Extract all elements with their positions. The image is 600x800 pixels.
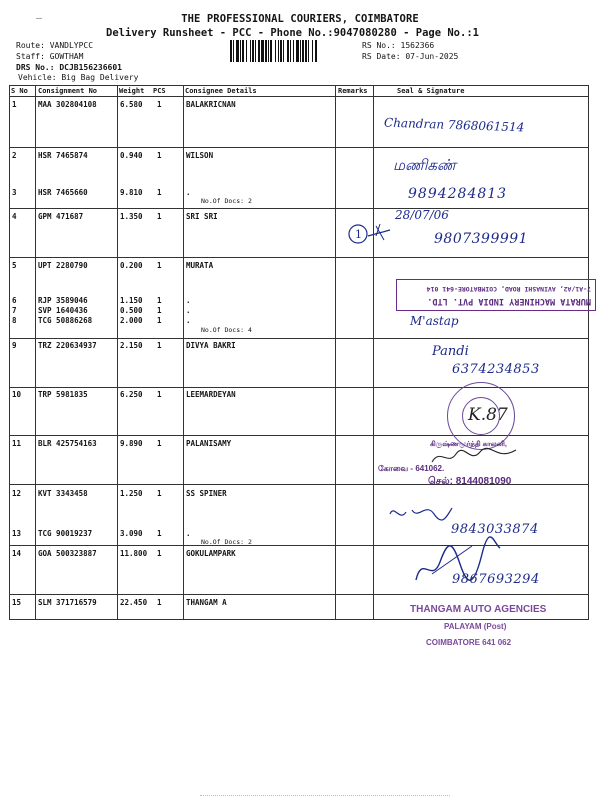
palanisamy-stamp-line1: கிருஷ்ணமூர்த்தி காலனி, bbox=[430, 441, 507, 448]
row-consignee: . bbox=[186, 296, 191, 305]
rs-no: RS No.: 1562366 bbox=[362, 41, 435, 50]
row-weight: 6.580 bbox=[120, 100, 143, 109]
row-consignment-no: TCG 50886268 bbox=[38, 316, 93, 325]
row-pcs: 1 bbox=[157, 439, 162, 448]
row-consignment-no: HSR 7465660 bbox=[38, 188, 88, 197]
row-consignment-no: BLR 425754163 bbox=[38, 439, 97, 448]
row-pcs: 1 bbox=[157, 316, 162, 325]
row-weight: 1.150 bbox=[120, 296, 143, 305]
company-title: THE PROFESSIONAL COURIERS, COIMBATORE bbox=[181, 13, 419, 25]
row-weight: 11.800 bbox=[120, 549, 148, 558]
palanisamy-stamp-phone: செல்: 8144081090 bbox=[428, 476, 512, 487]
row-weight: 1.350 bbox=[120, 212, 143, 221]
row-pcs: 1 bbox=[157, 489, 162, 498]
row-weight: 0.500 bbox=[120, 306, 143, 315]
row-weight: 0.200 bbox=[120, 261, 143, 270]
row-consignee: MURATA bbox=[186, 261, 214, 270]
col-header-consignee: Consignee Details bbox=[185, 87, 257, 95]
row-consignee: PALANISAMY bbox=[186, 439, 232, 448]
row-consignment-no: KVT 3343458 bbox=[38, 489, 88, 498]
col-header-pcs: PCS bbox=[153, 87, 166, 95]
row-sno: 11 bbox=[12, 439, 22, 448]
col-header-weight: Weight bbox=[119, 87, 145, 95]
row-consignee: WILSON bbox=[186, 151, 214, 160]
row-sno: 6 bbox=[12, 296, 17, 305]
row-consignment-no: SLM 371716579 bbox=[38, 598, 97, 607]
col-header-remarks: Remarks bbox=[338, 87, 368, 95]
row-docs-count: No.Of Docs: 2 bbox=[201, 538, 252, 546]
row-weight: 9.890 bbox=[120, 439, 143, 448]
svg-text:1: 1 bbox=[355, 228, 362, 241]
row-pcs: 1 bbox=[157, 296, 162, 305]
row-sno: 12 bbox=[12, 489, 22, 498]
runsheet-title: Delivery Runsheet - PCC - Phone No.:9047080280 - Page No.:1 bbox=[106, 27, 479, 39]
signature-row14-phone: 9867693294 bbox=[452, 572, 540, 587]
row-consignment-no: RJP 3589046 bbox=[38, 296, 88, 305]
row-pcs: 1 bbox=[157, 100, 162, 109]
signature-row12-phone: 9843033874 bbox=[451, 522, 539, 537]
row-pcs: 1 bbox=[157, 261, 162, 270]
signature-row9-phone: 6374234853 bbox=[452, 362, 540, 377]
row-consignee: GOKULAMPARK bbox=[186, 549, 236, 558]
vehicle: Vehicle: Big Bag Delivery bbox=[18, 73, 139, 82]
signature-row2-name: மணிகண் bbox=[393, 156, 457, 174]
row-consignee: LEEMARDEYAN bbox=[186, 390, 236, 399]
row-consignee: . bbox=[186, 316, 191, 325]
row-sno: 2 bbox=[12, 151, 17, 160]
row-pcs: 1 bbox=[157, 341, 162, 350]
palanisamy-signature bbox=[430, 446, 520, 468]
signature-row4-date: 28/07/06 bbox=[395, 208, 449, 222]
row-consignment-no: GPM 471687 bbox=[38, 212, 84, 221]
runsheet-table bbox=[9, 85, 589, 620]
row-sno: 15 bbox=[12, 598, 22, 607]
row-sno: 4 bbox=[12, 212, 17, 221]
row-consignee: SS SPINER bbox=[186, 489, 227, 498]
signature-row4-phone: 9807399991 bbox=[434, 231, 529, 247]
signature-row9-name: Pandi bbox=[432, 344, 469, 359]
row-weight: 9.810 bbox=[120, 188, 143, 197]
col-header-seal: Seal & Signature bbox=[397, 87, 465, 95]
row-sno: 1 bbox=[12, 100, 17, 109]
row-consignee: . bbox=[186, 188, 191, 197]
murata-stamp: MURATA MACHINERY INDIA PVT. LTD. 7-A1/A2, AVINASHI ROAD, COIMBATORE-641 014 bbox=[396, 279, 596, 311]
row-sno: 14 bbox=[12, 549, 22, 558]
row-consignment-no: HSR 7465874 bbox=[38, 151, 88, 160]
palanisamy-stamp-line2: கோவை - 641062. bbox=[378, 464, 445, 473]
thangam-stamp: THANGAM AUTO AGENCIES PALAYAM (Post) COIMBATORE 641 062 bbox=[410, 604, 547, 647]
row-consignment-no: TRZ 220634937 bbox=[38, 341, 97, 350]
row-consignment-no: UPT 2280790 bbox=[38, 261, 88, 270]
col-header-consignment: Consignment No bbox=[38, 87, 98, 95]
row-weight: 22.450 bbox=[120, 598, 148, 607]
row-consignment-no: GOA 500323887 bbox=[38, 549, 97, 558]
row-sno: 13 bbox=[12, 529, 22, 538]
barcode-image bbox=[230, 40, 358, 62]
row-consignee: SRI SRI bbox=[186, 212, 218, 221]
route: Route: VANDLYPCC bbox=[16, 41, 94, 50]
row-consignee: BALAKRICNAN bbox=[186, 100, 236, 109]
signature-row12-scribble bbox=[386, 500, 456, 526]
row-consignment-no: TRP 5981835 bbox=[38, 390, 88, 399]
signature-row10: K.87 bbox=[468, 405, 508, 425]
row-sno: 7 bbox=[12, 306, 17, 315]
row-pcs: 1 bbox=[157, 212, 162, 221]
row-sno: 9 bbox=[12, 341, 17, 350]
col-header-sno: S No bbox=[11, 87, 28, 95]
row-pcs: 1 bbox=[157, 529, 162, 538]
rs-date: RS Date: 07-Jun-2025 bbox=[362, 52, 459, 61]
row-consignee: DIVYA BAKRI bbox=[186, 341, 236, 350]
row-consignment-no: TCG 90019237 bbox=[38, 529, 93, 538]
row-pcs: 1 bbox=[157, 151, 162, 160]
row-sno: 5 bbox=[12, 261, 17, 270]
row-consignee: THANGAM A bbox=[186, 598, 227, 607]
row-pcs: 1 bbox=[157, 390, 162, 399]
row-weight: 1.250 bbox=[120, 489, 143, 498]
row-consignee: . bbox=[186, 306, 191, 315]
row-pcs: 1 bbox=[157, 549, 162, 558]
row-pcs: 1 bbox=[157, 598, 162, 607]
row-sno: 3 bbox=[12, 188, 17, 197]
corner-mark: – bbox=[36, 13, 43, 24]
row-weight: 0.940 bbox=[120, 151, 143, 160]
row-weight: 2.000 bbox=[120, 316, 143, 325]
row-pcs: 1 bbox=[157, 188, 162, 197]
row-weight: 2.150 bbox=[120, 341, 143, 350]
row-pcs: 1 bbox=[157, 306, 162, 315]
row-docs-count: No.Of Docs: 2 bbox=[201, 197, 252, 205]
signature-row5: M'astap bbox=[410, 314, 459, 328]
row-consignment-no: MAA 302804108 bbox=[38, 100, 97, 109]
row-sno: 10 bbox=[12, 390, 22, 399]
row-sno: 8 bbox=[12, 316, 17, 325]
row-consignee: . bbox=[186, 529, 191, 538]
drs-no: DRS No.: DCJB156236601 bbox=[16, 63, 122, 72]
row-weight: 3.090 bbox=[120, 529, 143, 538]
signature-row2-phone: 9894284813 bbox=[408, 186, 508, 202]
signature-row1: Chandran 7868061514 bbox=[383, 115, 525, 135]
row-consignment-no: SVP 1640436 bbox=[38, 306, 88, 315]
footer-divider bbox=[200, 795, 450, 796]
row-docs-count: No.Of Docs: 4 bbox=[201, 326, 252, 334]
staff: Staff: GOWTHAM bbox=[16, 52, 84, 61]
row-weight: 6.250 bbox=[120, 390, 143, 399]
